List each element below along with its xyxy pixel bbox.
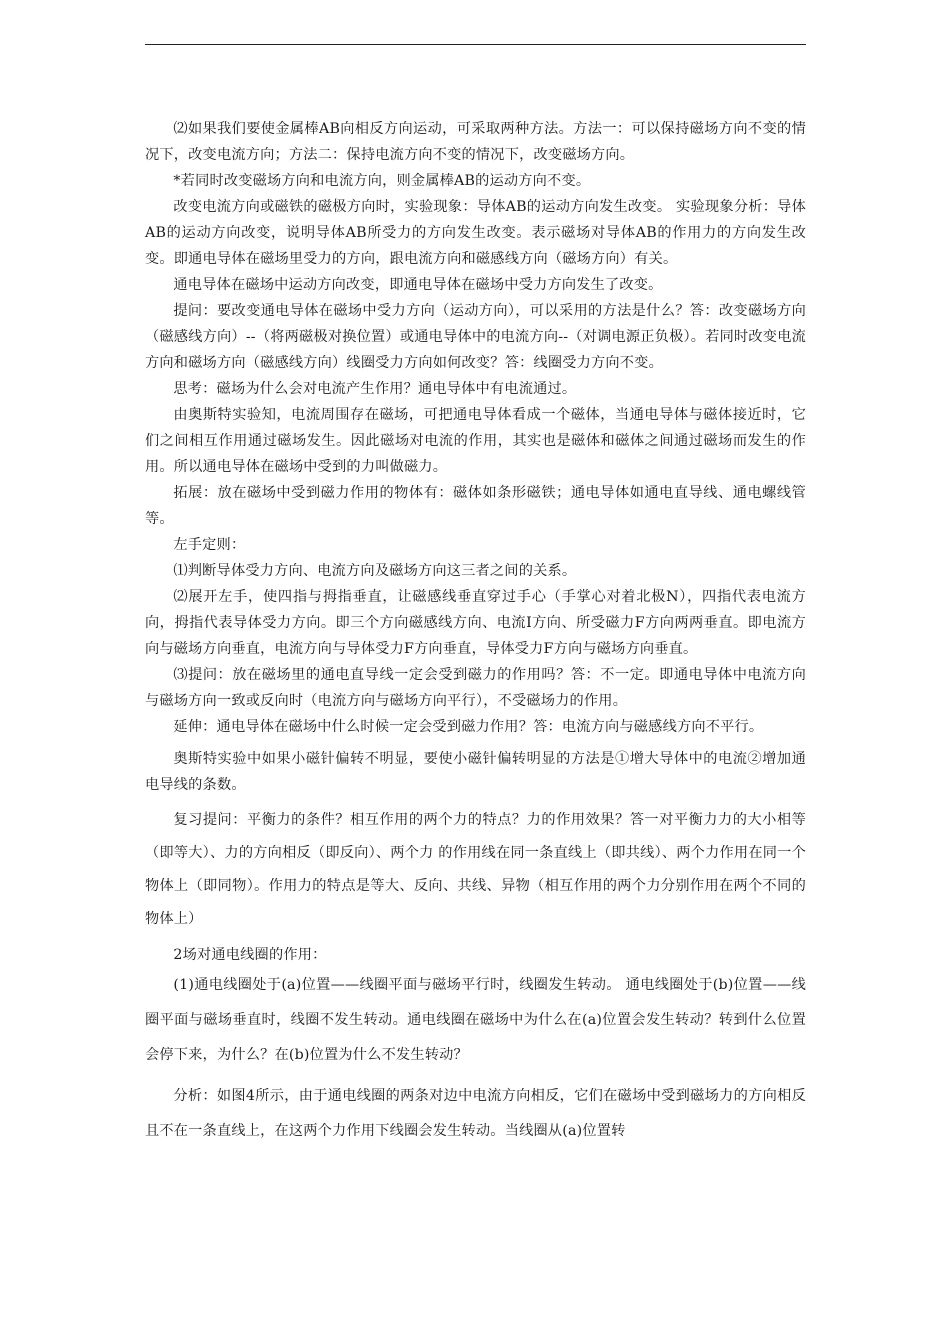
header-rule bbox=[145, 44, 806, 45]
paragraph-rule-2: ⑵展开左手，使四指与拇指垂直，让磁感线垂直穿过手心（手掌心对着北极N），四指代表电流方向，拇指代表导体受力方向。即三个方向磁感线方向、电流I方向、所受磁力F方向两两垂直。即电流方向与磁场方向垂直，电流方向与导体受力F方向垂直，导体受力F方向与磁场方向垂直。 bbox=[145, 589, 806, 657]
paragraph-oersted-method: 奥斯特实验中如果小磁针偏转不明显，要使小磁针偏转明显的方法是①增大导体中的电流②增加通电导线的条数。 bbox=[145, 751, 806, 793]
paragraph-extension: 拓展：放在磁场中受到磁力作用的物体有：磁体如条形磁铁；通电导体如通电直导线、通电螺线管等。 bbox=[145, 485, 806, 527]
paragraph-force-direction-change: 通电导体在磁场中运动方向改变，即通电导体在磁场中受力方向发生了改变。 bbox=[173, 277, 663, 293]
paragraph-rule-1: ⑴判断导体受力方向、电流方向及磁场方向这三者之间的关系。 bbox=[173, 563, 577, 579]
paragraph-section-2-heading: 2场对通电线圈的作用： bbox=[173, 947, 327, 963]
paragraph-rule-3: ⑶提问：放在磁场里的通电直导线一定会受到磁力的作用吗？答：不一定。即通电导体中电流方向与磁场方向一致或反向时（电流方向与磁场方向平行），不受磁场力的作用。 bbox=[145, 667, 806, 709]
paragraph-extend-question: 延伸：通电导体在磁场中什么时候一定会受到磁力作用？答：电流方向与磁感线方向不平行。 bbox=[173, 719, 764, 735]
paragraph-left-hand-rule-heading: 左手定则： bbox=[173, 537, 246, 553]
paragraph-note-both-changed: *若同时改变磁场方向和电流方向，则金属棒AB的运动方向不变。 bbox=[173, 173, 591, 189]
paragraph-think: 思考：磁场为什么会对电流产生作用？通电导体中有电流通过。 bbox=[173, 381, 577, 397]
paragraph-question-change-force: 提问：要改变通电导体在磁场中受力方向（运动方向），可以采用的方法是什么？答：改变磁场方向（磁感线方向）--（将两磁极对换位置）或通电导体中的电流方向--（对调电源正负极）。若同时改变电流方向和磁场方向（磁感线方向）线圈受力方向如何改变？答：线圈受力方向不变。 bbox=[145, 303, 806, 371]
paragraph-oersted: 由奥斯特实验知，电流周围存在磁场，可把通电导体看成一个磁体，当通电导体与磁体接近时，它们之间相互作用通过磁场发生。因此磁场对电流的作用，其实也是磁体和磁体之间通过磁场而发生的作用。所以通电导体在磁场中受到的力叫做磁力。 bbox=[145, 407, 806, 475]
paragraph-review-question: 复习提问：平衡力的条件？相互作用的两个力的特点？力的作用效果？答一对平衡力力的大小相等（即等大）、力的方向相反（即反向）、两个力 的作用线在同一条直线上（即共线）、两个力作用在同一个物体上（即同物）。作用力的特点是等大、反向、共线、异物（相互作用的两个力分别作用在两个不同的物体上） bbox=[145, 812, 806, 927]
paragraph-reverse-motion: ⑵如果我们要使金属棒AB向相反方向运动，可采取两种方法。方法一：可以保持磁场方向不变的情况下，改变电流方向；方法二：保持电流方向不变的情况下，改变磁场方向。 bbox=[145, 121, 806, 163]
paragraph-analysis: 分析：如图4所示，由于通电线圈的两条对边中电流方向相反，它们在磁场中受到磁场力的方向相反且不在一条直线上，在这两个力作用下线圈会发生转动。当线圈从(a)位置转 bbox=[145, 1088, 806, 1139]
paragraph-experiment-analysis: 改变电流方向或磁铁的磁极方向时，实验现象：导体AB的运动方向发生改变。 实验现象分析：导体AB的运动方向改变，说明导体AB所受力的方向发生改变。表示磁场对导体AB的作用力的方向发生改变。即通电导体在磁场里受力的方向，跟电流方向和磁感线方向（磁场方向）有关。 bbox=[145, 199, 806, 267]
paragraph-coil-positions: (1)通电线圈处于(a)位置——线圈平面与磁场平行时，线圈发生转动。 通电线圈处于(b)位置——线圈平面与磁场垂直时，线圈不发生转动。通电线圈在磁场中为什么在(a)位置会发生转动？转到什么位置会停下来，为什么？在(b)位置为什么不发生转动？ bbox=[145, 977, 806, 1063]
document-body bbox=[145, 116, 806, 1149]
